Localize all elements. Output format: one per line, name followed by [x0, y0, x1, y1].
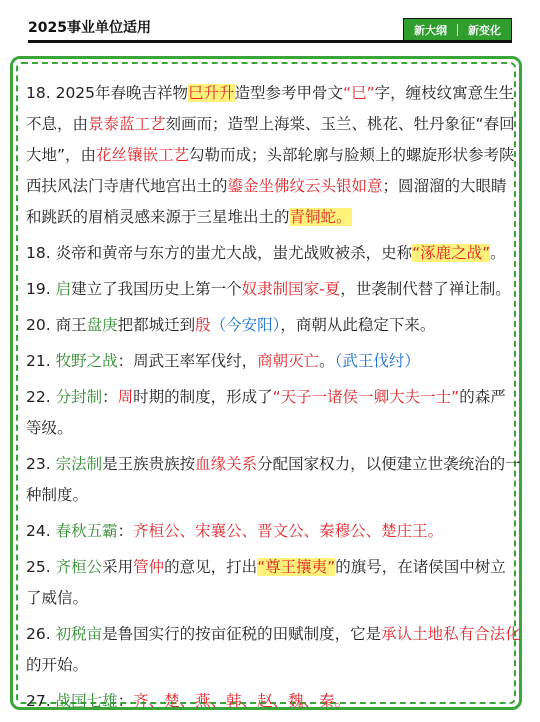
content-body — [26, 78, 521, 722]
header-tags — [403, 18, 512, 41]
highlight-zhuolu: “涿鹿之战” — [412, 244, 491, 262]
header-underline — [28, 40, 512, 43]
item-27: 27. 战国七雄：齐、楚、燕、韩、赵、魏、秦。 — [26, 692, 351, 710]
item-21: 21. 牧野之战：周武王率军伐纣，商朝灭亡。（武王伐纣） — [26, 352, 420, 370]
tag-divider — [457, 24, 458, 36]
highlight-bronze-snake: 青铜蛇。 — [289, 208, 352, 226]
highlight-zunwang: “尊王攘夷” — [257, 558, 336, 576]
tag-new-changes: 新变化 — [468, 24, 501, 37]
item-22: 22. 分封制：周时期的制度，形成了“天子一诸侯一卿大夫一士”的森严等级。 — [26, 388, 506, 437]
item-18-mascot: 18. 2025年春晚吉祥物巳升升造型参考甲骨文“巳”字，缠枝纹寓意生生不息，由景泰蓝工艺刻画而；造型上海棠、玉兰、桃花、牡丹象征“春回大地”，由花丝镶嵌工艺勾勒而成；头部轮廓与脸颊上的螺旋形状参考陕西扶风法门寺唐代地宫出土的鎏金坐佛纹云头银如意；圆溜溜的大眼睛和跳跃的眉梢灵感来源于三星堆出土的青铜蛇。 — [26, 84, 515, 226]
item-18-zhuolu: 18. 炎帝和黄帝与东方的蚩尤大战，蚩尤战败被杀，史称“涿鹿之战”。 — [26, 244, 506, 262]
item-24: 24. 春秋五霸：齐桓公、宋襄公、晋文公、秦穆公、楚庄王。 — [26, 522, 444, 540]
item-23: 23. 宗法制是王族贵族按血缘关系分配国家权力，以便建立世袭统治的一种制度。 — [26, 455, 521, 504]
highlight-cloisonne: 景泰蓝工艺 — [88, 115, 166, 133]
item-19: 19. 启建立了我国历史上第一个奴隶制国家-夏，世袭制代替了禅让制。 — [26, 280, 511, 298]
item-20: 20. 商王盘庚把都城迁到殷（今安阳），商朝从此稳定下来。 — [26, 316, 436, 334]
item-26: 26. 初税亩是鲁国实行的按亩征税的田赋制度，它是承认土地私有合法化的开始。 — [26, 625, 521, 674]
header-bar — [0, 0, 540, 44]
header-title: 2025事业单位适用 — [28, 20, 151, 36]
highlight-si-char: “巳” — [343, 84, 375, 102]
item-25: 25. 齐桓公采用管仲的意见，打出“尊王攘夷”的旗号，在诸侯国中树立了威信。 — [26, 558, 506, 607]
highlight-filigree: 花丝镶嵌工艺 — [96, 146, 190, 164]
tag-new-syllabus: 新大纲 — [414, 24, 447, 37]
highlight-mascot-name: 巳升升 — [188, 84, 235, 102]
highlight-ruyi: 鎏金坐佛纹云头银如意 — [227, 177, 383, 195]
